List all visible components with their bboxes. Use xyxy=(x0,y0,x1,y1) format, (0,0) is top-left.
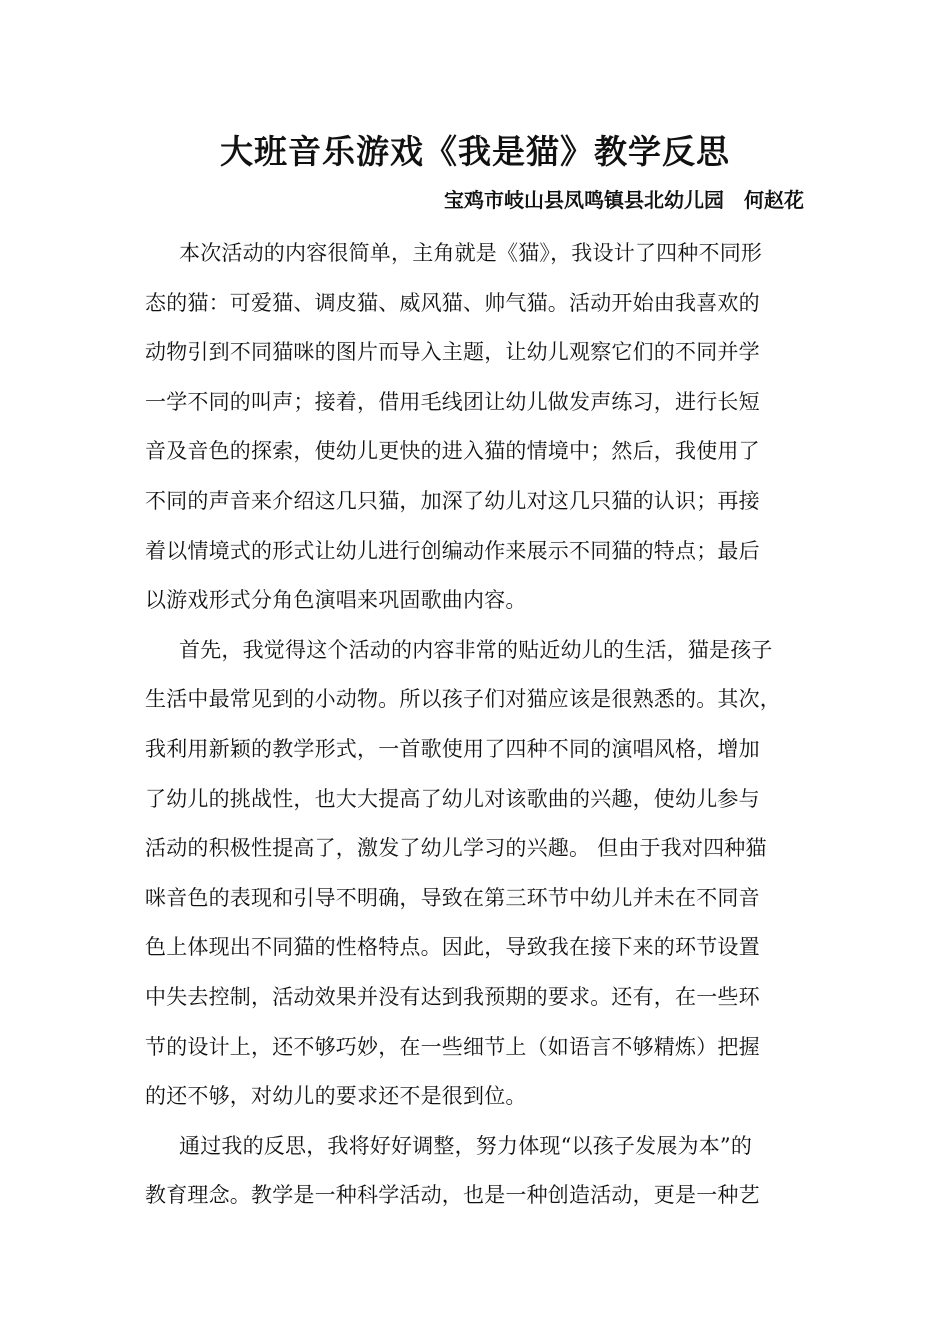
paragraph-line: 着以情境式的形式让幼儿进行创编动作来展示不同猫的特点；最后 xyxy=(145,538,760,563)
paragraph-line: 我利用新颖的教学形式，一首歌使用了四种不同的演唱风格，增加 xyxy=(145,736,760,761)
paragraph-line: 中失去控制，活动效果并没有达到我预期的要求。还有，在一些环 xyxy=(145,984,760,1009)
paragraph-line: 通过我的反思，我将好好调整，努力体现“以孩子发展为本”的 xyxy=(179,1133,753,1158)
paragraph-line: 以游戏形式分角色演唱来巩固歌曲内容。 xyxy=(145,588,527,613)
paragraph-line: 音及音色的探索，使幼儿更快的进入猫的情境中；然后，我使用了 xyxy=(145,439,760,464)
author-line: 宝鸡市岐山县凤鸣镇县北幼儿园 何赵花 xyxy=(444,188,804,212)
paragraph-line: 的还不够，对幼儿的要求还不是很到位。 xyxy=(145,1084,527,1109)
document-body xyxy=(145,229,845,1221)
paragraph-line: 态的猫：可爱猫、调皮猫、威风猫、帅气猫。活动开始由我喜欢的 xyxy=(145,290,760,315)
paragraph-line: 一学不同的叫声；接着，借用毛线团让幼儿做发声练习，进行长短 xyxy=(145,389,760,414)
paragraph-line: 教育理念。教学是一种科学活动，也是一种创造活动，更是一种艺 xyxy=(145,1183,760,1208)
paragraph-line: 本次活动的内容很简单，主角就是《猫》，我设计了四种不同形 xyxy=(179,241,763,265)
paragraph-line: 色上体现出不同猫的性格特点。因此，导致我在接下来的环节设置 xyxy=(145,935,760,960)
paragraph-line: 节的设计上，还不够巧妙，在一些细节上（如语言不够精炼）把握 xyxy=(145,1034,760,1059)
paragraph-line: 生活中最常见到的小动物。所以孩子们对猫应该是很熟悉的。其次， xyxy=(145,687,781,712)
document-title: 大班音乐游戏《我是猫》教学反思 xyxy=(220,132,730,171)
paragraph-line: 首先，我觉得这个活动的内容非常的贴近幼儿的生活，猫是孩子 xyxy=(179,637,773,662)
paragraph-line: 动物引到不同猫咪的图片而导入主题，让幼儿观察它们的不同并学 xyxy=(145,340,760,365)
paragraph-line: 咪音色的表现和引导不明确，导致在第三环节中幼儿并未在不同音 xyxy=(145,885,760,910)
paragraph-line: 活动的积极性提高了，激发了幼儿学习的兴趣。 但由于我对四种猫 xyxy=(145,836,767,861)
paragraph-line: 了幼儿的挑战性，也大大提高了幼儿对该歌曲的兴趣，使幼儿参与 xyxy=(145,786,760,811)
paragraph-line: 不同的声音来介绍这几只猫，加深了幼儿对这几只猫的认识；再接 xyxy=(145,488,760,513)
